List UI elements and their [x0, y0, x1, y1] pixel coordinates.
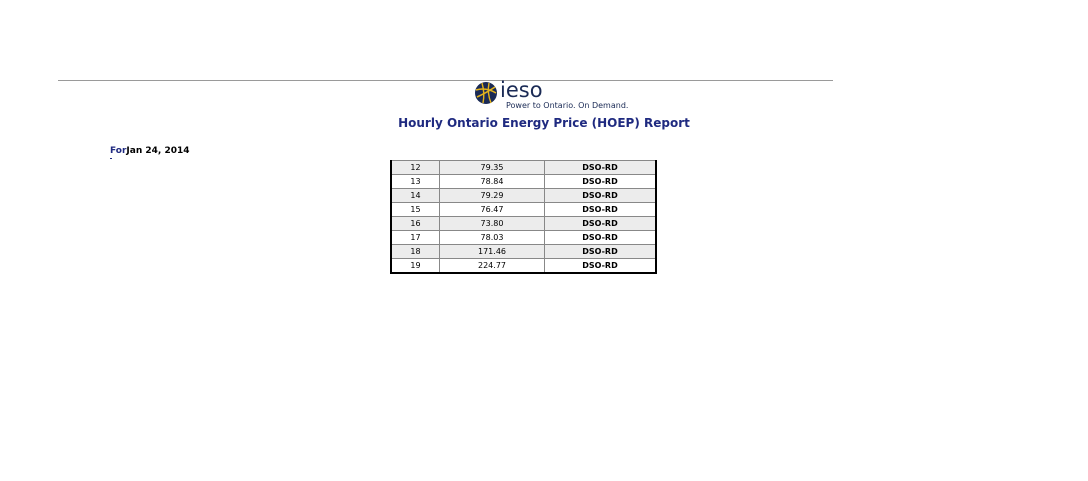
- price-cell: 78.03: [440, 231, 545, 245]
- report-date: Jan 24, 2014: [126, 146, 190, 156]
- status-cell: DSO-RD: [545, 217, 657, 231]
- hour-cell: 16: [391, 217, 440, 231]
- hoep-table-viewport[interactable]: [390, 163, 657, 278]
- status-cell: DSO-RD: [545, 245, 657, 259]
- table-row: [391, 259, 656, 274]
- status-cell: DSO-RD: [545, 231, 657, 245]
- hour-cell: 13: [391, 175, 440, 189]
- status-cell: DSO-RD: [545, 203, 657, 217]
- table-row: [391, 161, 656, 175]
- status-cell: DSO-RD: [545, 161, 657, 175]
- price-cell: 224.77: [440, 259, 545, 274]
- hour-cell: 12: [391, 161, 440, 175]
- price-cell: 76.47: [440, 203, 545, 217]
- for-label: For: [110, 146, 127, 156]
- table-row: [391, 175, 656, 189]
- hour-cell: 19: [391, 259, 440, 274]
- hour-cell: 15: [391, 203, 440, 217]
- logo-tagline: Power to Ontario. On Demand.: [506, 101, 629, 110]
- report-title: Hourly Ontario Energy Price (HOEP) Report: [398, 116, 690, 130]
- status-cell: DSO-RD: [545, 189, 657, 203]
- hour-cell: 14: [391, 189, 440, 203]
- price-cell: 79.35: [440, 161, 545, 175]
- status-cell: DSO-RD: [545, 175, 657, 189]
- price-cell: 78.84: [440, 175, 545, 189]
- globe-icon: [474, 81, 498, 105]
- table-row: [391, 231, 656, 245]
- table-row: [391, 203, 656, 217]
- hour-cell: 17: [391, 231, 440, 245]
- hour-cell: 18: [391, 245, 440, 259]
- ieso-logo: [474, 78, 629, 113]
- underline-mark: [110, 158, 112, 159]
- price-cell: 73.80: [440, 217, 545, 231]
- header-divider: [58, 80, 833, 81]
- hoep-table: [390, 160, 657, 274]
- price-cell: 79.29: [440, 189, 545, 203]
- logo-wordmark: ieso: [500, 78, 543, 102]
- table-row: [391, 189, 656, 203]
- status-cell: DSO-RD: [545, 259, 657, 274]
- table-row: [391, 217, 656, 231]
- price-cell: 171.46: [440, 245, 545, 259]
- table-row: [391, 245, 656, 259]
- report-date-line: [110, 146, 190, 156]
